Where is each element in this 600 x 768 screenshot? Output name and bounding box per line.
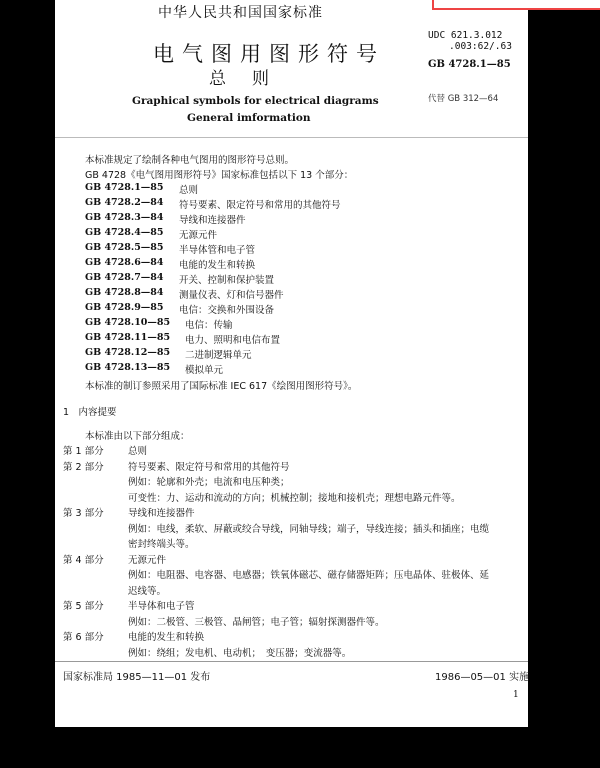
section-1-lead: 本标准由以下部分组成：	[85, 431, 190, 442]
part-code: GB 4728.12—85	[85, 347, 171, 358]
part-code: GB 4728.10—85	[85, 317, 171, 328]
watermark-box	[432, 0, 600, 10]
part-label: 第 1 部分	[63, 446, 104, 457]
part-name: 电信：交换和外围设备	[179, 305, 275, 316]
part-name: 符号要素、限定符号和常用的其他符号	[179, 200, 341, 211]
part-name: 半导体管和电子管	[179, 245, 256, 256]
effective-date: 1986—05—01 实施	[435, 672, 530, 683]
part-title: 电能的发生和转换	[128, 632, 205, 643]
part-label: 第 4 部分	[63, 554, 104, 566]
subtitle-cn	[209, 64, 295, 89]
part-code: GB 4728.8—84	[85, 287, 164, 298]
header-divider	[55, 137, 528, 138]
part-name: 无源元件	[179, 230, 218, 241]
part-title: 总则	[128, 446, 148, 457]
part-label: 第 5 部分	[63, 601, 104, 612]
part-code: GB 4728.11—85	[85, 332, 171, 343]
part-label: 第 3 部分	[63, 508, 104, 519]
part-title: 半导体和电子管	[128, 601, 195, 612]
section-1-heading: 1 内容提要	[63, 407, 117, 418]
document-page	[55, 0, 528, 727]
part-detail: 例如：轮廓和外壳；电流和电压种类；	[128, 477, 290, 488]
part-detail: 例如：电线，柔软、屏蔽或绞合导线，同轴导线；端子，导线连接；插头和插座；电缆	[128, 523, 490, 535]
part-name: 电能的发生和转换	[179, 260, 256, 271]
part-detail: 例如：电阻器、电容器、电感器；铁氧体磁芯、磁存储器矩阵；压电晶体、驻极体、延	[128, 570, 490, 581]
subtitle-en: General imformation	[187, 112, 311, 124]
part-code: GB 4728.13—85	[85, 362, 171, 373]
subtitle-char-1: 总	[209, 69, 226, 89]
part-detail: 例如：绕组；发电机、电动机； 变压器；变流器等。	[128, 647, 352, 659]
part-code: GB 4728.2—84	[85, 197, 164, 208]
intro-line-1: 本标准规定了绘制各种电气图用的图形符号总则。	[85, 155, 295, 166]
page-number: 1	[513, 690, 519, 700]
part-detail: 迟线等。	[128, 585, 167, 597]
part-name: 总则	[179, 185, 199, 196]
part-title: 符号要素、限定符号和常用的其他符号	[128, 461, 290, 473]
part-code: GB 4728.7—84	[85, 272, 164, 283]
part-label: 第 2 部分	[63, 461, 104, 473]
part-code: GB 4728.5—85	[85, 242, 164, 253]
part-detail: 密封终端头等。	[128, 539, 195, 550]
udc-line-2: .003:62/.63	[449, 41, 512, 52]
part-code: GB 4728.1—85	[85, 182, 164, 193]
issued-date: 国家标准局 1985—11—01 发布	[63, 672, 211, 683]
standard-number: GB 4728.1—85	[428, 59, 511, 70]
reference-note: 本标准的制订参照采用了国际标准 IEC 617《绘图用图形符号》。	[85, 381, 358, 392]
title-cn: 电气图用图形符号	[153, 42, 385, 66]
part-detail: 例如：二极管、三极管、晶闸管；电子管；辐射探测器件等。	[128, 616, 385, 628]
part-name: 电力、照明和电信布置	[185, 335, 281, 346]
part-name: 电信：传输	[185, 320, 233, 331]
part-name: 测量仪表、灯和信号器件	[179, 290, 284, 301]
issuing-org: 中华人民共和国国家标准	[158, 5, 323, 21]
part-code: GB 4728.4—85	[85, 227, 164, 238]
part-name: 二进制逻辑单元	[185, 350, 252, 361]
part-detail: 可变性：力、运动和流动的方向；机械控制；接地和接机壳；理想电路元件等。	[128, 492, 461, 504]
part-code: GB 4728.3—84	[85, 212, 164, 223]
intro-line-2: GB 4728《电气图用图形符号》国家标准包括以下 13 个部分：	[85, 170, 354, 181]
footer-divider	[55, 661, 528, 662]
part-title: 导线和连接器件	[128, 508, 195, 519]
part-title: 无源元件	[128, 554, 167, 566]
part-name: 开关、控制和保护装置	[179, 275, 275, 286]
replaces-note: 代替 GB 312—64	[428, 94, 499, 104]
title-en: Graphical symbols for electrical diagrams	[132, 95, 379, 107]
udc-line-1: UDC 621.3.012	[428, 30, 503, 41]
subtitle-char-2: 则	[252, 69, 269, 89]
part-code: GB 4728.9—85	[85, 302, 164, 313]
part-name: 导线和连接器件	[179, 215, 246, 226]
part-label: 第 6 部分	[63, 632, 104, 643]
part-name: 模拟单元	[185, 365, 224, 376]
part-code: GB 4728.6—84	[85, 257, 164, 268]
